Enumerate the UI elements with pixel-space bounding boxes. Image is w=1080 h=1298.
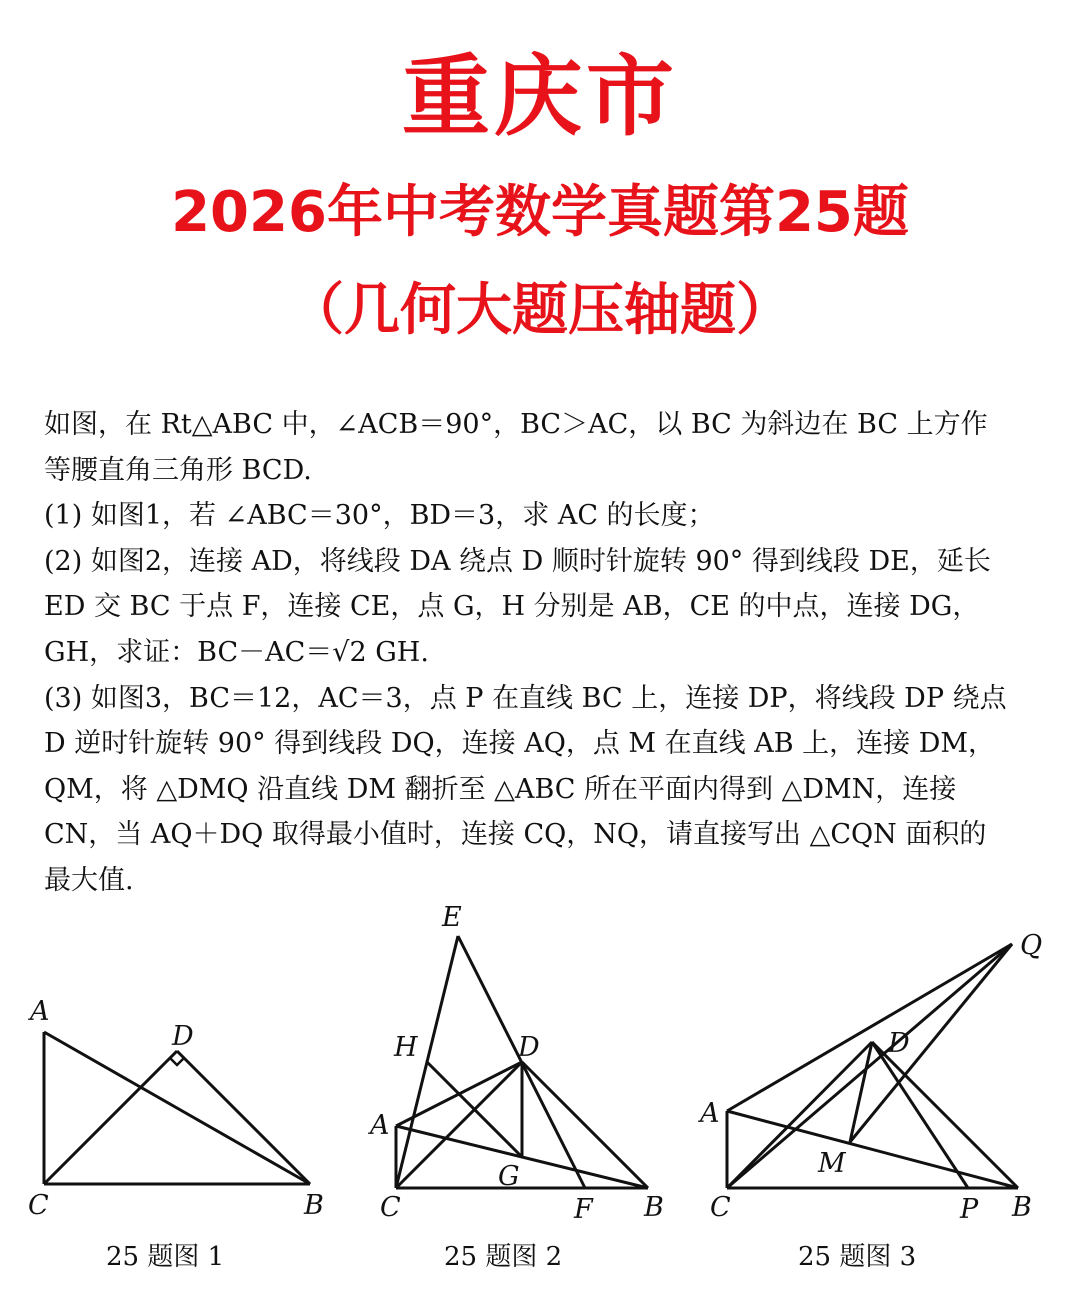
segment-aq: [727, 944, 1012, 1111]
label-m: M: [818, 1148, 846, 1179]
problem-line: GH，求证：BC－AC＝√2 GH.: [44, 636, 429, 668]
label-p: P: [960, 1194, 979, 1225]
figure-3-diagram: [690, 920, 1060, 1230]
problem-line: D 逆时针旋转 90° 得到线段 DQ，连接 AQ，点 M 在直线 AB 上，连接 DM，: [44, 728, 996, 760]
right-angle-mark: [170, 1058, 184, 1065]
problem-line: 如图，在 Rt△ABC 中，∠ACB＝90°，BC＞AC，以 BC 为斜边在 BC 上方作: [44, 409, 988, 440]
figure-2-caption: 25 题图 2: [444, 1242, 563, 1272]
segment-db: [177, 1051, 310, 1184]
label-c: C: [28, 1190, 49, 1221]
figure-2-diagram: [360, 900, 700, 1230]
page-subtitle: 2026年中考数学真题第25题: [171, 180, 909, 245]
page-title: 重庆市: [401, 45, 678, 148]
label-g: G: [498, 1161, 520, 1192]
label-b: B: [644, 1192, 664, 1223]
problem-line: (1) 如图1，若 ∠ABC＝30°，BD＝3，求 AC 的长度；: [44, 500, 715, 532]
problem-line: ED 交 BC 于点 F，连接 CE，点 G，H 分别是 AB，CE 的中点，连接 DG，: [44, 591, 980, 623]
label-e: E: [442, 902, 462, 933]
label-c: C: [380, 1192, 401, 1223]
page-tag: （几何大题压轴题）: [288, 278, 792, 343]
label-d: D: [888, 1028, 910, 1059]
problem-line: 等腰直角三角形 BCD.: [44, 454, 312, 486]
label-a: A: [30, 996, 50, 1027]
segment-cd: [727, 1042, 872, 1188]
problem-line: (3) 如图3，BC＝12，AC＝3，点 P 在直线 BC 上，连接 DP，将线段 DP 绕点: [44, 682, 1007, 714]
segment-ab: [44, 1032, 310, 1184]
figure-3-caption: 25 题图 3: [798, 1242, 917, 1272]
problem-line: (2) 如图2，连接 AD，将线段 DA 绕点 D 顺时针旋转 90° 得到线段 DE，延长: [44, 545, 991, 577]
label-b: B: [304, 1190, 324, 1221]
label-a: A: [700, 1098, 720, 1129]
problem-line: CN，当 AQ＋DQ 取得最小值时，连接 CQ，NQ，请直接写出 △CQN 面积的: [44, 819, 987, 851]
problem-line: 最大值.: [44, 864, 134, 896]
figure-1-diagram: [0, 990, 360, 1230]
label-d: D: [172, 1021, 194, 1052]
problem-line: QM，将 △DMQ 沿直线 DM 翻折至 △ABC 所在平面内得到 △DMN，连接: [44, 773, 957, 805]
label-q: Q: [1020, 930, 1043, 961]
segment-db: [872, 1042, 1018, 1188]
label-c: C: [710, 1192, 731, 1223]
label-a: A: [370, 1110, 390, 1141]
label-d: D: [518, 1032, 540, 1063]
segment-dp: [872, 1042, 968, 1188]
label-b: B: [1012, 1192, 1032, 1223]
figure-1-caption: 25 题图 1: [106, 1242, 225, 1272]
segment-db: [522, 1062, 648, 1188]
segment-qc: [727, 944, 1012, 1188]
label-f: F: [574, 1194, 593, 1225]
problem-text: [44, 402, 1044, 904]
label-h: H: [394, 1032, 418, 1063]
